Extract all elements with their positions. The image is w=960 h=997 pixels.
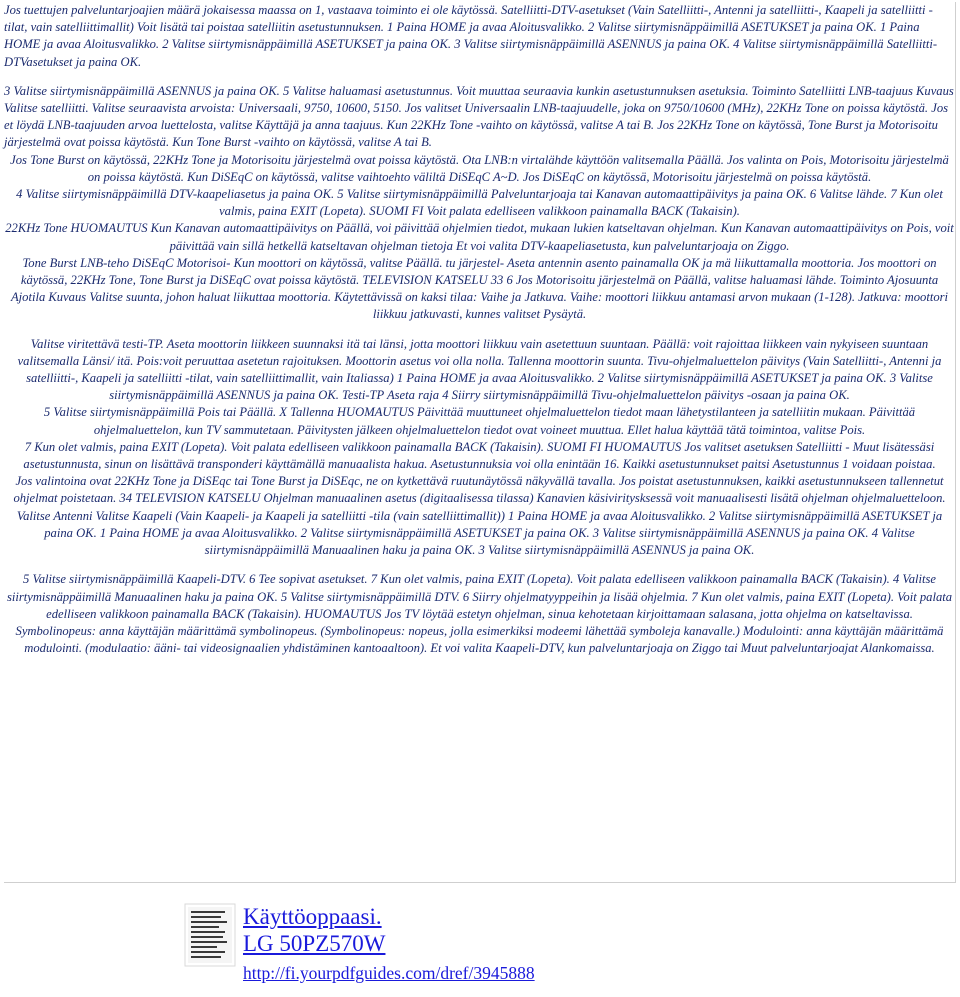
paragraph: Jos tuettujen palveluntarjoajien määrä jokaisessa maassa on 1, vastaava toiminto ei ole käytössä. Satelliitti-DTV-asetukset (Vain Satelliitti-, Antenni ja satelliitti-, Kaapeli ja satelliitti -tilat, vain satelliittimallit) Voit lisätä tai poistaa satelliitin asetustunnuksen. 1 Paina HOME ja avaa Aloitusvalikko. 2 Valitse siirtymisnäppäimillä ASETUKSET ja paina OK. 1 Paina HOME ja avaa Aloitusvalikko. 2 Valitse siirtymisnäppäimillä ASETUKSET ja paina OK. 3 Valitse siirtymisnäppäimillä ASENNUS ja paina OK. 4 Valitse siirtymisnäppäimillä Satelliitti-DTVasetukset ja paina OK. [4,3,938,69]
manual-link-model[interactable]: LG 50PZ570W [243,931,386,956]
manual-link-title[interactable]: Käyttöoppaasi. [243,904,382,929]
footer-links [243,903,535,985]
paragraph: Tone Burst LNB-teho DiSEqC Motorisoi- Kun moottori on käytössä, valitse Päällä. tu järjestel- Aseta antennin asento painamalla OK ja mä liikuttamalla moottoria. Jos moottori on käytössä, 22KHz Tone, Tone Burst ja DiSEqC ovat poissa käytöstä. TELEVISION KATSELU 33 6 Jos Motorisoitu järjestelmä on Päällä, valitse haluamasi lähde. Toiminto Ajosuunta Ajotila Kuvaus Valitse suunta, johon haluat liikuttaa moottoria. Käytettävissä on kaksi tilaa: Vaihe ja Jatkuva. Vaihe: moottori liikkuu antamasi arvon mukaan (1-128). Jatkuva: moottori liikkuu jatkuvasti, kunnes valitset Pysäytä. [10,255,949,322]
paragraph: 5 Valitse siirtymisnäppäimillä Kaapeli-DTV. 6 Tee sopivat asetukset. 7 Kun olet valmis, paina EXIT (Lopeta). Voit palata edelliseen valikkoon painamalla BACK (Takaisin). 4 Valitse siirtymisnäppäimillä Manuaalinen haku ja paina OK. 5 Valitse siirtymisnäppäimillä DTV. 6 Siirry ohjelmatyyppeihin ja lisää ohjelmia. 7 Kun olet valmis, paina EXIT (Lopeta). Voit palata edelliseen valikkoon painamalla BACK (Takaisin). HUOMAUTUS Jos TV löytää estetyn ohjelman, sinua kehotetaan kirjoittamaan salasana, jotta ohjelma on katseltavissa. [6,572,953,621]
paragraph: 3 Valitse siirtymisnäppäimillä ASENNUS ja paina OK. 5 Valitse haluamasi asetustunnus. Voit muuttaa seuraavia kunkin asetustunnuksen asetuksia. Toiminto Satelliitti LNB-taajuus Kuvaus Valitse satelliitti. Valitse seuraavista arvoista: Universaali, 9750, 10600, 5150. Jos valitset Universaalin LNB-taajuudelle, joka on 9750/10600 (MHz), 22KHz Tone on poissa käytöstä. Jos et löydä LNB-taajuuden arvoa luettelosta, valitse Käyttäjä ja anna taajuus. Kun 22KHz Tone -vaihto on käytössä, valitse A tai B. Jos 22KHz Tone on käytössä, Tone Burst ja Motorisoitu järjestelmä ovat poissa käytöstä. Kun Tone Burst -vaihto on käytössä, valitse A tai B. [4,83,954,150]
pdf-document-icon [184,903,236,967]
manual-link-url[interactable]: http://fi.yourpdfguides.com/dref/3945888 [243,963,535,983]
paragraph: 4 Valitse siirtymisnäppäimillä DTV-kaapeliasetus ja paina OK. 5 Valitse siirtymisnäppäimillä Palveluntarjoaja tai Kanavan automaattipäivitys ja paina OK. 6 Valitse lähde. 7 Kun olet valmis, paina EXIT (Lopeta). SUOMI FI Voit palata edelliseen valikkoon painamalla BACK (Takaisin). [16,187,943,219]
paragraph: Jos valintoina ovat 22KHz Tone ja DiSEqc tai Tone Burst ja DiSEqc, ne on kytkettävä ruutunäytössä näkyvällä tavalla. Jos poistat asetustunnuksen, kaikki asetustunnukseen tallennetut ohjelmat poistetaan. 34 TELEVISION KATSELU Ohjelman manuaalinen asetus (digitaalisessa tilassa) Kanavien käsiviritysksessä voit manuaalisesti lisätä ohjelman ohjelmaluetteloon. Valitse Antenni Valitse Kaapeli (Vain Kaapeli- ja Kaapeli ja satelliitti -tila (vain satelliittimallit)) 1 Paina HOME ja avaa Aloitusvalikko. 2 Valitse siirtymisnäppäimillä ASETUKSET ja paina OK. 1 Paina HOME ja avaa Aloitusvalikko. 2 Valitse siirtymisnäppäimillä ASETUKSET ja paina OK. 3 Valitse siirtymisnäppäimillä ASENNUS ja paina OK. 4 Valitse siirtymisnäppäimillä Manuaalinen haku ja paina OK. 3 Valitse siirtymisnäppäimillä ASENNUS ja paina OK. [13,474,946,558]
paragraph: 7 Kun olet valmis, paina EXIT (Lopeta). Voit palata edelliseen valikkoon painamalla BACK (Takaisin). SUOMI FI HUOMAUTUS Jos valitset asetuksen Satelliitti - Muut lisätessäsi asetustunnusta, sinun on lisättävä transponderi käyttämällä manuaalista hakua. Asetustunnuksia voi olla enintään 16. Kaikki asetustunnukset paitsi Asetustunnus 1 voidaan poistaa. [23,439,936,472]
paragraph: Symbolinopeus: anna käyttäjän määrittämä symbolinopeus. (Symbolinopeus: nopeus, jolla esimerkiksi modeemi lähettää symboleja kanavalle.) Modulointi: anna käyttäjän määrittämä modulointi. (modulaatio: ääni- tai videosignaalien yhdistäminen kantoaaltoon). Et voi valita Kaapeli-DTV, kun palveluntarjoaja on Ziggo tai Muut palveluntarjoajat Alankomaissa. [15,623,944,656]
paragraph: Valitse viritettävä testi-TP. Aseta moottorin liikkeen suunnaksi itä tai länsi, jotta moottori liikkuu vain asetettuun suuntaan. Päällä: voit rajoittaa liikkeen vain nykyiseen suuntaan valitsemalla Länsi/ itä. Pois:voit peruuttaa asetetun rajoituksen. Moottorin asetus voi olla nolla. Tallenna moottorin suunta. Tivu-ohjelmaluettelon päivitys (Vain Satelliitti-, Antenni ja satelliitti-, Kaapeli ja satelliitti -tilat, vain satelliittimallit, vain Italiassa) 1 Paina HOME ja avaa Aloitusvalikko. 2 Valitse siirtymisnäppäimillä ASETUKSET ja paina OK. 3 Valitse siirtymisnäppäimillä ASENNUS ja paina OK. Testi-TP Aseta raja 4 Siirry siirtymisnäppäimillä Tivu-ohjelmaluettelon päivitys -osaan ja paina OK. [17,336,942,403]
manual-page [4,2,956,883]
paragraph: 5 Valitse siirtymisnäppäimillä Pois tai Päällä. X Tallenna HUOMAUTUS Päivittää muuttuneet ohjelmaluettelon tiedot maan lähetystilanteen ja satelliitin mukaan. Päivittää ohjelmaluettelon, kun TV sammutetaan. Päivitysten jälkeen ohjelmaluettelon tiedot ovat voineet muuttua. Ellet halua käyttää tätä toimintoa, valitse Pois. [43,405,916,437]
paragraph: Jos Tone Burst on käytössä, 22KHz Tone ja Motorisoitu järjestelmä ovat poissa käytöstä. Ota LNB:n virtalähde käyttöön valitsemalla Päällä. Jos valinta on Pois, Motorisoitu järjestelmä on poissa käytöstä. Kun DiSEqC on käytössä, valitse vaihtoehto väliltä DiSEqC A~D. Jos DiSEqC on käytössä, Motorisoitu järjestelmä on poissa käytöstä. [10,152,949,184]
paragraph: 22KHz Tone HUOMAUTUS Kun Kanavan automaattipäivitys on Päällä, voi päivittää ohjelmien tiedot, mukaan lukien katseltavan ohjelman. Kun Kanavan automaattipäivitys on Pois, voit päivittää vain sillä hetkellä katseltavan ohjelman tietoja Et voi valita DTV-kaapeliasetusta, kun palveluntarjoaja on Ziggo. [5,221,954,253]
